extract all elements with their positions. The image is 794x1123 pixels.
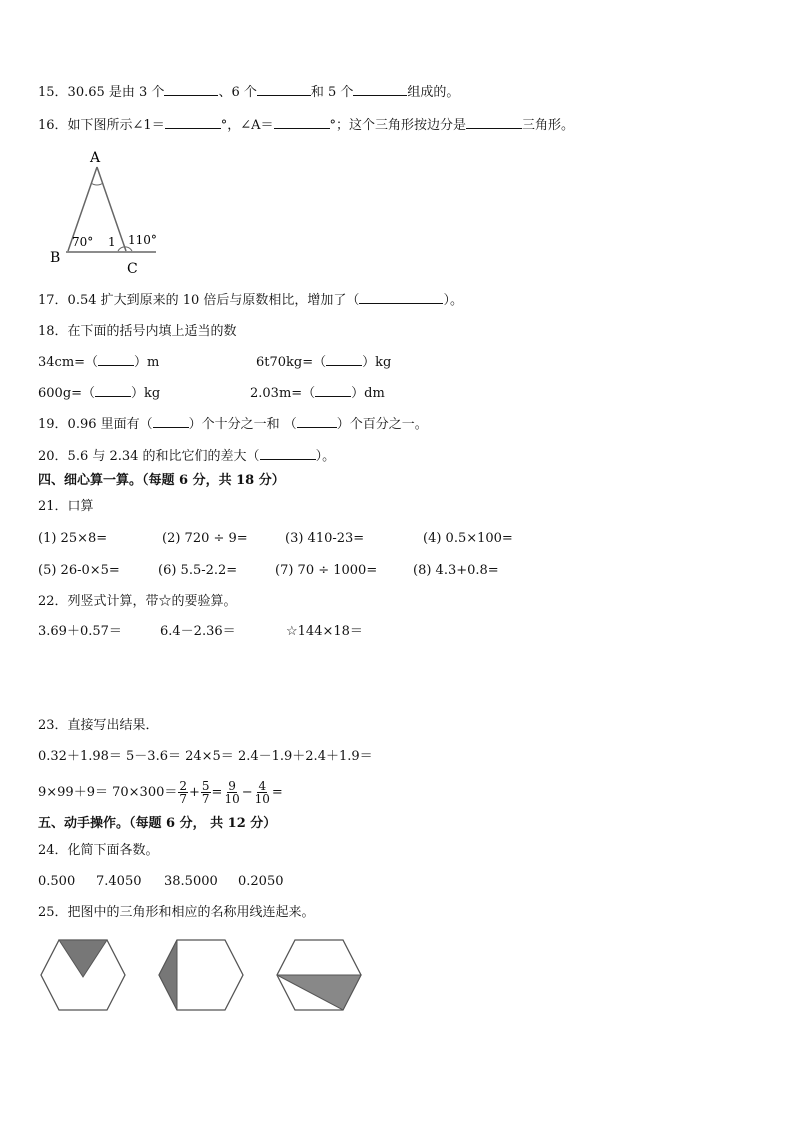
section-5-heading: 五、动手操作。（每题 6 分， 共 12 分） xyxy=(38,816,277,831)
q18-r2a: 600g=（ ）kg xyxy=(38,386,161,401)
q21-item-2: (2) 720 ÷ 9= xyxy=(162,531,248,546)
q16-blank-1[interactable] xyxy=(165,116,221,129)
fraction-9-10: $\frac{9}{10}$ xyxy=(224,779,240,806)
q21-item-1: (1) 25×8= xyxy=(38,531,108,546)
q18-r1a: 34cm=（ ）m xyxy=(38,355,160,370)
q18-blank-4[interactable] xyxy=(315,384,351,397)
q23-title: 23．直接写出结果． xyxy=(38,718,159,733)
q16: 16．如下图所示∠1＝ °，∠A＝ °；这个三角形按边分是 三角形。 xyxy=(38,118,575,133)
q18-r1b: 6t70kg=（ ）kg xyxy=(256,355,392,370)
q22-item-2: 6.4－2.36＝ xyxy=(160,624,236,639)
fraction-5-7: $\frac{5}{7}$ xyxy=(201,779,210,806)
q21-item-8: (8) 4.3+0.8= xyxy=(413,563,499,578)
q18-r2b: 2.03m=（ ）dm xyxy=(250,386,385,401)
hexagon-figure-2 xyxy=(156,937,246,1017)
triangle-shaded-2 xyxy=(159,940,177,1010)
q15: 15．30.65 是由 3 个 、6 个 和 5 个 组成的。 xyxy=(38,85,460,100)
q16-blank-3[interactable] xyxy=(466,116,522,129)
q18-title: 18．在下面的括号内填上适当的数 xyxy=(38,324,237,339)
q24-item-1: 0.500 xyxy=(38,874,76,889)
hexagon-figure-1 xyxy=(38,937,128,1017)
q25-title: 25．把图中的三角形和相应的名称用线连起来。 xyxy=(38,905,315,920)
q24-title: 24．化简下面各数。 xyxy=(38,843,159,858)
q19: 19．0.96 里面有（ ）个十分之一和 （ ）个百分之一。 xyxy=(38,417,428,432)
q18-blank-2[interactable] xyxy=(326,353,362,366)
q22-item-3: ☆144×18＝ xyxy=(286,624,363,639)
label-a: A xyxy=(90,150,101,166)
q21-item-3: (3) 410-23= xyxy=(285,531,365,546)
fraction-2-7: $\frac{2}{7}$ xyxy=(179,779,187,806)
angle-b: 70° xyxy=(72,235,94,249)
label-b: B xyxy=(50,250,61,266)
q17-blank[interactable] xyxy=(359,291,443,304)
q19-blank-2[interactable] xyxy=(297,415,337,428)
q15-blank-3[interactable] xyxy=(353,83,407,96)
q20: 20．5.6 与 2.34 的和比它们的差大（ ）。 xyxy=(38,449,336,464)
q19-blank-1[interactable] xyxy=(153,415,189,428)
q22-title: 22．列竖式计算，带☆的要验算。 xyxy=(38,594,237,609)
angle-1: 1 xyxy=(108,235,116,249)
angle-ext: 110° xyxy=(128,233,157,247)
q21-item-4: (4) 0.5×100= xyxy=(423,531,513,546)
q18-blank-3[interactable] xyxy=(95,384,131,397)
q24-item-4: 0.2050 xyxy=(238,874,284,889)
q24-item-2: 7.4050 xyxy=(96,874,142,889)
q18-blank-1[interactable] xyxy=(98,353,134,366)
hexagon-figure-3 xyxy=(274,937,364,1017)
q23-row-2: 9×99＋9＝ 70×300＝ $\frac{2}{7}$ + $\frac{5}{7}$ = $\frac{9}{10}$ − $\frac{4}{10}$ = xyxy=(38,779,283,806)
fraction-4-10: $\frac{4}{10}$ xyxy=(254,779,270,806)
label-c: C xyxy=(127,261,138,275)
q21-item-7: (7) 70 ÷ 1000= xyxy=(275,563,378,578)
section-4-heading: 四、细心算一算。（每题 6 分，共 18 分） xyxy=(38,473,285,488)
q21-item-6: (6) 5.5-2.2= xyxy=(158,563,238,578)
q20-blank[interactable] xyxy=(260,447,316,460)
q16-blank-2[interactable] xyxy=(274,116,330,129)
q22-item-1: 3.69＋0.57＝ xyxy=(38,624,122,639)
q17: 17．0.54 扩大到原来的 10 倍后与原数相比，增加了（ ）。 xyxy=(38,293,463,308)
q15-blank-1[interactable] xyxy=(164,83,218,96)
q21-item-5: (5) 26-0×5= xyxy=(38,563,120,578)
q23-row-1: 0.32＋1.98＝ 5－3.6＝ 24×5＝ 2.4－1.9＋2.4＋1.9＝ xyxy=(38,749,373,764)
q15-blank-2[interactable] xyxy=(257,83,311,96)
q21-title: 21．口算 xyxy=(38,499,94,514)
triangle-figure xyxy=(44,145,174,275)
q24-item-3: 38.5000 xyxy=(164,874,218,889)
